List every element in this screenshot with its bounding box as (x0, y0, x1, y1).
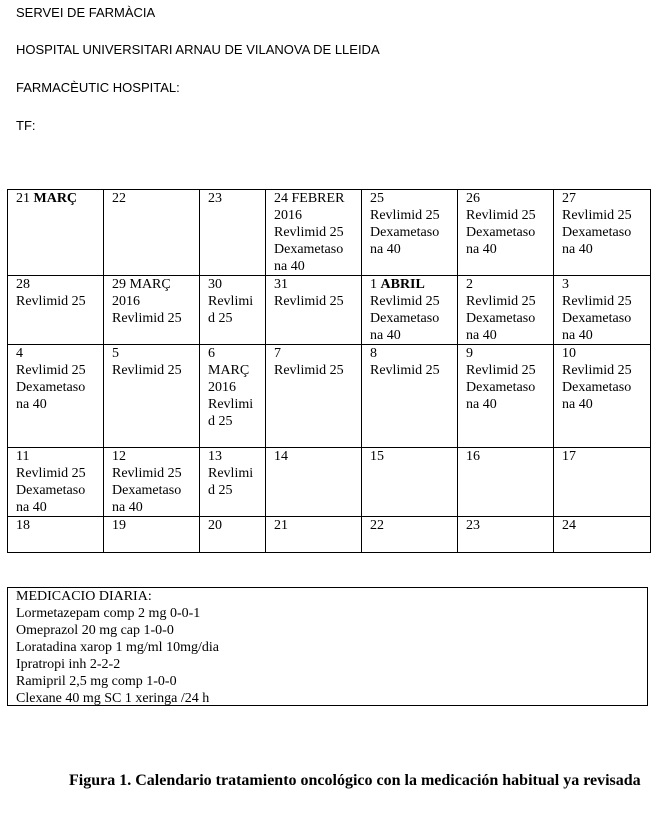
day-number: 21 MARÇ (16, 191, 78, 206)
day-number: 22 (112, 191, 126, 206)
calendar-week-row (8, 448, 651, 517)
day-entry-line: Revlimid 25 (274, 363, 344, 378)
calendar-day-cell (8, 345, 104, 448)
day-entry-line: 2016 (274, 208, 302, 223)
calendar-day-cell (458, 276, 554, 345)
calendar-day-cell (458, 190, 554, 276)
calendar-day-cell (458, 345, 554, 448)
calendar-week-row (8, 276, 651, 345)
day-number: 6 (208, 346, 215, 361)
calendar-day-cell (362, 517, 458, 553)
day-entry-line: Revlimid 25 (274, 225, 344, 240)
day-entry-line: Dexametaso (562, 311, 632, 326)
day-entry-line: d 25 (208, 414, 233, 429)
daily-medication-box (7, 587, 648, 706)
day-entry-line: Revlimid 25 (112, 311, 182, 326)
header-line-1: SERVEI DE FARMÀCIA (16, 5, 156, 20)
day-entry-line: na 40 (16, 500, 47, 515)
day-entry-line: Revlimid 25 (16, 466, 86, 481)
day-entry-line: Revlimi (208, 294, 254, 309)
calendar-day-cell (104, 448, 200, 517)
day-entry-line: d 25 (208, 483, 233, 498)
day-number: 18 (16, 518, 30, 533)
calendar-day-cell (8, 517, 104, 553)
day-entry-line: Dexametaso (562, 225, 632, 240)
calendar-week-row (8, 517, 651, 553)
day-entry-line: na 40 (370, 242, 401, 257)
day-entry-line: Dexametaso (370, 225, 440, 240)
calendar-day-cell (554, 517, 651, 553)
day-entry-line: na 40 (466, 397, 497, 412)
day-entry-line: na 40 (466, 328, 497, 343)
day-entry-line: 2016 (208, 380, 236, 395)
header-line-2: HOSPITAL UNIVERSITARI ARNAU DE VILANOVA DE LLEIDA (16, 42, 380, 57)
calendar-day-cell (104, 345, 200, 448)
day-number: 1 ABRIL (370, 277, 425, 292)
medication-item: Clexane 40 mg SC 1 xeringa /24 h (16, 691, 210, 706)
calendar-day-cell (266, 517, 362, 553)
day-entry-line: na 40 (112, 500, 143, 515)
day-number: 2 (466, 277, 473, 292)
day-entry-line: Revlimid 25 (112, 363, 182, 378)
day-number: 30 (208, 277, 222, 292)
day-entry-line: na 40 (16, 397, 47, 412)
calendar-day-cell (200, 345, 266, 448)
day-entry-line: Revlimid 25 (16, 294, 86, 309)
calendar-day-cell (362, 345, 458, 448)
day-number: 24 FEBRER (274, 191, 345, 206)
calendar-day-cell (554, 190, 651, 276)
day-number: 8 (370, 346, 377, 361)
day-entry-line: na 40 (466, 242, 497, 257)
day-number: 13 (208, 449, 222, 464)
calendar-day-cell (266, 276, 362, 345)
calendar-day-cell (266, 190, 362, 276)
day-entry-line: Revlimid 25 (112, 466, 182, 481)
day-entry-line: na 40 (370, 328, 401, 343)
day-number: 23 (208, 191, 222, 206)
day-entry-line: na 40 (562, 397, 593, 412)
calendar-day-cell (200, 448, 266, 517)
calendar-week-row (8, 345, 651, 448)
day-number: 11 (16, 449, 30, 464)
day-number: 12 (112, 449, 126, 464)
medication-item: Omeprazol 20 mg cap 1-0-0 (16, 623, 174, 638)
day-entry-line: d 25 (208, 311, 233, 326)
day-number: 7 (274, 346, 281, 361)
day-entry-line: na 40 (274, 259, 305, 274)
day-entry-line: Dexametaso (466, 311, 536, 326)
calendar-day-cell (554, 448, 651, 517)
day-entry-line: Revlimi (208, 466, 254, 481)
day-entry-line: Revlimid 25 (466, 363, 536, 378)
day-entry-line: Revlimid 25 (562, 208, 632, 223)
header-line-3: FARMACÈUTIC HOSPITAL: (16, 80, 180, 95)
calendar-day-cell (200, 517, 266, 553)
treatment-calendar (7, 189, 651, 553)
day-entry-line: Dexametaso (466, 225, 536, 240)
day-number: 3 (562, 277, 569, 292)
calendar-day-cell (8, 448, 104, 517)
day-number: 17 (562, 449, 576, 464)
medication-item: Ipratropi inh 2-2-2 (16, 657, 121, 672)
day-entry-line: MARÇ (208, 363, 250, 378)
calendar-day-cell (104, 190, 200, 276)
calendar-day-cell (266, 448, 362, 517)
calendar-day-cell (200, 190, 266, 276)
calendar-day-cell (362, 448, 458, 517)
medication-item: Loratadina xarop 1 mg/ml 10mg/dia (16, 640, 219, 655)
header-line-4: TF: (16, 118, 36, 133)
day-entry-line: Revlimid 25 (562, 363, 632, 378)
day-entry-line: Revlimid 25 (466, 208, 536, 223)
calendar-day-cell (458, 448, 554, 517)
day-entry-line: Dexametaso (370, 311, 440, 326)
figure-caption: Figura 1. Calendario tratamiento oncológico con la medicación habitual ya revisada (69, 772, 641, 789)
day-number: 9 (466, 346, 473, 361)
day-number: 23 (466, 518, 480, 533)
day-number: 22 (370, 518, 384, 533)
day-number: 25 (370, 191, 384, 206)
day-number: 20 (208, 518, 222, 533)
day-entry-line: Dexametaso (466, 380, 536, 395)
day-entry-line: Revlimi (208, 397, 254, 412)
calendar-day-cell (266, 345, 362, 448)
day-entry-line: Dexametaso (562, 380, 632, 395)
day-entry-line: Revlimid 25 (274, 294, 344, 309)
day-entry-line: Revlimid 25 (16, 363, 86, 378)
day-number: 5 (112, 346, 119, 361)
day-number: 21 (274, 518, 288, 533)
day-number: 19 (112, 518, 126, 533)
day-entry-line: Dexametaso (112, 483, 182, 498)
calendar-day-cell (104, 517, 200, 553)
month-label: ABRIL (380, 277, 425, 292)
day-entry-line: na 40 (562, 328, 593, 343)
day-entry-line: Revlimid 25 (562, 294, 632, 309)
day-entry-line: Revlimid 25 (370, 363, 440, 378)
day-number: 29 MARÇ (112, 277, 171, 292)
calendar-day-cell (458, 517, 554, 553)
calendar-day-cell (8, 190, 104, 276)
calendar-day-cell (104, 276, 200, 345)
day-entry-line: Revlimid 25 (466, 294, 536, 309)
day-number: 27 (562, 191, 576, 206)
day-number: 4 (16, 346, 23, 361)
calendar-day-cell (362, 190, 458, 276)
day-number: 10 (562, 346, 576, 361)
day-entry-line: na 40 (562, 242, 593, 257)
day-entry-line: 2016 (112, 294, 140, 309)
day-entry-line: Dexametaso (16, 380, 86, 395)
calendar-day-cell (8, 276, 104, 345)
day-number: 28 (16, 277, 30, 292)
day-number: 24 (562, 518, 576, 533)
calendar-week-row (8, 190, 651, 276)
medication-title: MEDICACIO DIARIA: (16, 589, 152, 604)
month-label: MARÇ (33, 191, 78, 206)
day-number: 31 (274, 277, 288, 292)
day-entry-line: Dexametaso (274, 242, 344, 257)
calendar-day-cell (362, 276, 458, 345)
calendar-day-cell (554, 345, 651, 448)
day-entry-line: Revlimid 25 (370, 208, 440, 223)
medication-item: Lormetazepam comp 2 mg 0-0-1 (16, 606, 201, 621)
day-entry-line: Revlimid 25 (370, 294, 440, 309)
day-number: 26 (466, 191, 480, 206)
day-number: 14 (274, 449, 288, 464)
day-number: 15 (370, 449, 384, 464)
day-entry-line: Dexametaso (16, 483, 86, 498)
medication-item: Ramipril 2,5 mg comp 1-0-0 (16, 674, 177, 689)
calendar-day-cell (554, 276, 651, 345)
day-number: 16 (466, 449, 480, 464)
calendar-day-cell (200, 276, 266, 345)
